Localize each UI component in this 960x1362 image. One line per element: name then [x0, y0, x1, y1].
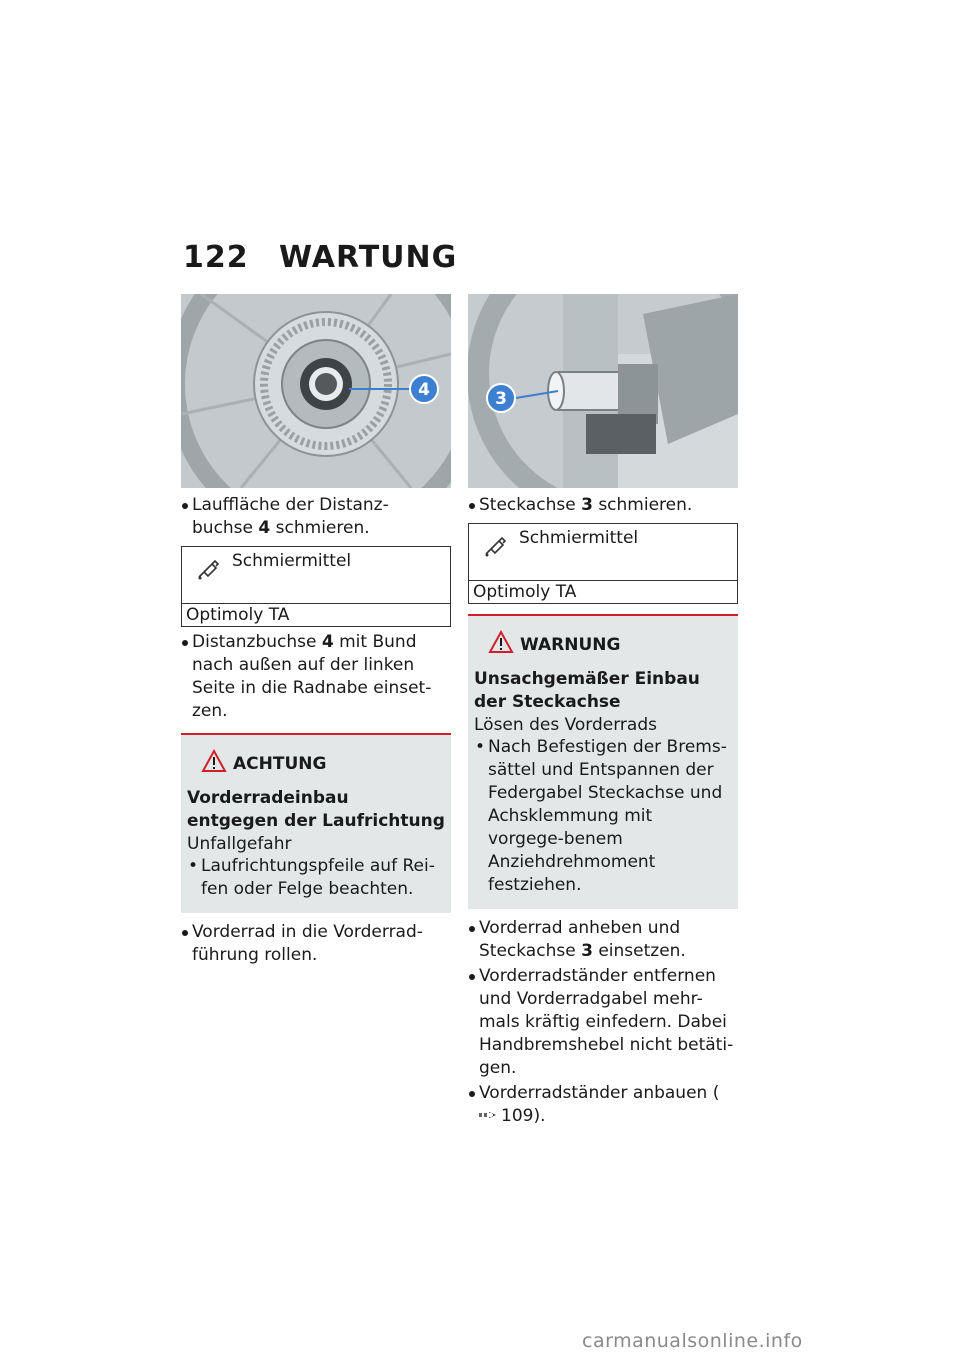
lubricant-label: Schmiermittel — [232, 551, 352, 571]
warning-box-warnung — [468, 614, 738, 909]
step-mount-stand — [468, 1082, 738, 1128]
warning-item: • Nach Befestigen der Brems-sättel und Entspannen der Federgabel Steckachse und Achsklemmung mit vorgege-benem Anziehdrehmoment festziehen. — [474, 736, 732, 897]
step-text: Vorderradständer anbauen ( — [479, 1083, 720, 1103]
lubricant-label: Schmiermittel — [519, 528, 639, 548]
step-text: Vorderrad in die Vorderrad-führung rollen. — [192, 922, 423, 965]
page-title: WARTUNG — [279, 240, 458, 275]
warning-triangle-icon — [201, 749, 227, 773]
left-column — [181, 294, 451, 967]
lubricant-box — [468, 523, 738, 604]
part-number: 3 — [581, 495, 593, 515]
step-lubricate-axle — [468, 494, 738, 517]
figure-callout-3: 3 — [495, 389, 507, 409]
warning-triangle-icon — [488, 630, 514, 654]
grease-gun-icon — [483, 534, 509, 562]
page-reference-arrow-icon — [479, 1105, 501, 1128]
step-insert-axle — [468, 917, 738, 963]
step-roll-wheel — [181, 921, 451, 967]
spacer-bushing-photo — [181, 294, 451, 488]
axle-photo — [468, 294, 738, 488]
grease-gun-icon — [196, 557, 222, 585]
step-text: Vorderrad anheben und Steckachse — [479, 918, 681, 961]
lubricant-box — [181, 546, 451, 627]
step-text: schmieren. — [275, 518, 370, 538]
step-text: mit Bund nach außen auf der linken Seite in die Radnabe einset-zen. — [192, 632, 432, 721]
warning-box-achtung — [181, 733, 451, 913]
warning-label: ACHTUNG — [233, 754, 327, 774]
warning-heading: Vorderradeinbau entgegen der Laufrichtung — [187, 788, 445, 831]
right-column — [468, 294, 738, 1128]
step-text: ). — [533, 1106, 546, 1126]
part-number: 4 — [258, 518, 271, 538]
step-text: schmieren. — [598, 495, 693, 515]
watermark: carmanualsonline.info — [582, 1330, 803, 1352]
page-number: 122 — [183, 240, 249, 275]
step-text: Lauffläche der Distanz- — [192, 495, 389, 515]
lubricant-value: Optimoly TA — [473, 582, 577, 602]
warning-heading: Unsachgemäßer Einbau der Steckachse — [474, 669, 700, 712]
lubricant-value: Optimoly TA — [186, 605, 290, 625]
step-text: einsetzen. — [598, 941, 686, 961]
step-text: Steckachse — [479, 495, 576, 515]
figure-callout-4: 4 — [418, 380, 430, 400]
warning-item: • Laufrichtungspfeile auf Rei-fen oder Felge beachten. — [187, 855, 445, 901]
part-number: 4 — [321, 632, 334, 652]
page-header — [183, 240, 457, 275]
step-text: Vorderradständer entfernen und Vorderradgabel mehr-mals kräftig einfedern. Dabei Handbremshebel nicht betäti-gen. — [479, 966, 734, 1078]
step-text: buchse — [192, 518, 254, 538]
page-reference[interactable]: 109 — [501, 1106, 534, 1126]
warning-label: WARNUNG — [520, 635, 621, 655]
part-number: 3 — [581, 941, 593, 961]
step-text: Distanzbuchse — [192, 632, 317, 652]
step-lubricate-bushing — [181, 494, 451, 540]
step-compress-fork — [468, 965, 738, 1080]
warning-cause: Lösen des Vorderrads — [474, 715, 657, 735]
step-insert-bushing — [181, 631, 451, 723]
warning-cause: Unfallgefahr — [187, 834, 292, 854]
